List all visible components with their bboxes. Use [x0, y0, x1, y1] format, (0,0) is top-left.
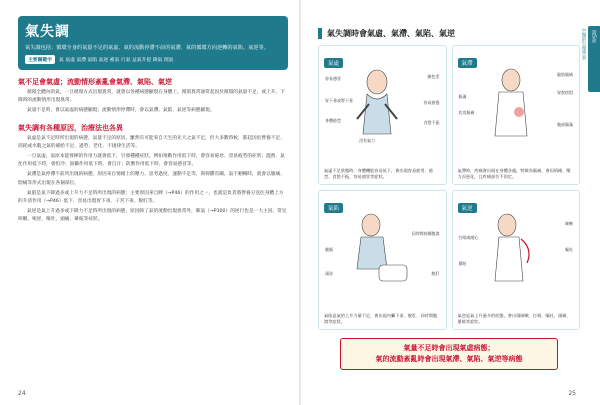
- paragraph: 氣滯是氣停滯不前所出現的病態，原因來自情緒上的壓力、思考過度、運動不足等，與抑鬱有關。氣不順暢時，就會以脹痛、悶痛等形式出現在各個部位。: [18, 172, 285, 186]
- panel-tag: 氣逆: [458, 203, 477, 213]
- panel-qi-deficiency: [318, 45, 447, 185]
- paragraph: 氣虛是氣不足時所出現的病態，氣量不足的原因，雖然有可能來自天生的先天之氣不足，但大多數時候，都起因於營養不足、消耗或水穀之氣的補給不足、過勞、老化、不規律生活等。: [18, 135, 285, 149]
- panel-caption: 氣虛不足狀態時，身體機能容易低下，會出現容易疲勞、倦怠、食慾不振、容易感冒等症狀。: [324, 168, 433, 179]
- summary-box: [340, 338, 558, 370]
- paragraph: 氣逆是氣上升過多或下降力不足時所出現的病態，原因除了氣的流動出現異常外，肺氣（→P100）的逆行也是一大主因。常見咳嗽、呃逆、嘔吐、頭痛、暈眩等症狀。: [18, 209, 287, 223]
- annotation: 脫肛: [431, 271, 440, 276]
- annotation: 乳房脹痛: [458, 110, 475, 115]
- annotation: 食慾不振: [423, 120, 440, 125]
- banner-title: 氣失調時會氣虛、氣滯、氣陷、氣逆: [327, 29, 455, 38]
- stagnation-person-illustration: [458, 64, 561, 146]
- summary-line-1: 氣量不足時會出現氣虛病態；: [403, 344, 495, 352]
- annotation: 容易疲倦: [423, 100, 440, 105]
- page-number-right: 25: [568, 390, 576, 397]
- annotation: 容易感冒: [325, 76, 341, 81]
- section-title: 氣失調: [25, 24, 70, 40]
- panel-qi-counterflow: [452, 190, 581, 330]
- annotation: 頭昏: [325, 271, 333, 276]
- annotation: 打嗝或噁心: [458, 235, 479, 240]
- tired-person-illustration: [327, 64, 427, 146]
- annotation: 胃脘痞悶: [557, 90, 573, 95]
- illustration-grid: [318, 45, 580, 330]
- annotation: 腹部脹滿: [557, 122, 573, 127]
- panel-tag: 氣虛: [324, 58, 343, 68]
- sinking-person-illustration: [327, 209, 427, 291]
- keywords-label: 主要關鍵字: [25, 55, 55, 64]
- summary-line-2: 氣的流動紊亂時會出現氣滯、氣陷、氣逆等病態: [375, 355, 523, 363]
- panel-caption: 氣陷是氣的上升力量不足，會出現內臟下垂、脫肛、長時間腹瀉等症狀。: [324, 313, 438, 324]
- keywords-row: [25, 55, 281, 64]
- chapter-side-text: 中醫的生理學說: [581, 28, 586, 60]
- section-header: [18, 16, 288, 70]
- subhead-1: 氣不足會氣虛；流動情形紊亂會氣滯、氣陷、氣逆: [18, 78, 172, 86]
- annotation: 沒有氣力: [359, 138, 375, 143]
- annotation: 腹脹: [325, 247, 333, 252]
- annotation: 咳嗽: [565, 221, 573, 226]
- keywords-values: 氣 氣虛 氣滯 氣陷 氣逆 補氣 行氣 益氣升提 降氣 理氣: [59, 58, 174, 63]
- paragraph: 循環全體內的氣，一旦循環方式出現異常，就會以各種病態顯現在身體上。循環異常通常起因於循環的氣量不足，或上升、下降時的流動情形出現異常。: [18, 90, 285, 104]
- paragraph: 一旦氣虛，氣原本能發揮的作用力就會低下，引發種種症狀。例如推動作用低下時，會容易倦怠、容易疲勞的症狀；溫煦、氣化作用低下時，會怕冷；固攝作用低下時，會自汗；防禦作用低下時，會容易感冒等。: [18, 154, 285, 168]
- panel-qi-stagnation: [452, 45, 581, 185]
- panel-tag: 氣陷: [324, 203, 343, 213]
- paragraph: 氣陷是氣下降過多或上升力不足時所出現的病態；主要原因來自脾（→P46）的作用之一，也就是負責將營養分送往身體上方的升清作用（→P46）低下，容易出現胃下垂、子宮下垂、脫肛等。: [18, 190, 284, 205]
- panel-tag: 氣滯: [458, 58, 477, 68]
- panel-caption: 氣逆是氣上升過多的狀態，會出現咳嗽、打嗝、嘔吐、頭痛、暈眩等症狀。: [457, 313, 571, 324]
- annotation: 暈眩: [458, 261, 467, 266]
- counterflow-person-illustration: [458, 209, 561, 291]
- annotation: 胃下垂或腎下垂: [325, 98, 353, 103]
- annotation: 臉色差: [427, 74, 440, 79]
- right-page: [300, 0, 600, 405]
- chapter-tab: 第5章: [588, 26, 600, 92]
- annotation: 身體倦怠: [325, 118, 341, 123]
- subhead-2: 氣失調有各種原因，治療法也各異: [18, 123, 123, 132]
- annotation: 長時間持續腹瀉: [411, 231, 440, 236]
- annotation: 脇肋脹痛: [557, 72, 573, 77]
- section-intro: 氣失調包括：循環全身的氣量不足的氣虛、氣的流動停滯不前的氣滯、氣的循環方向逆轉的氣陷、氣逆等。: [25, 45, 269, 51]
- page-number-left: 24: [18, 390, 26, 397]
- panel-caption: 氣滯時，疼痛會出現在身體各處，特徵為脹痛，會因情緒、壓力而惡化，且疼痛部位不固定。: [457, 168, 571, 179]
- paragraph: 氣量不足時，會以氣虛的病態顯現；流動情形停滯時，會以氣滯、氣陷、氣逆等病態顯現。: [27, 108, 215, 114]
- annotation: 脹滿: [458, 94, 467, 99]
- panel-qi-sinking: [318, 190, 447, 330]
- annotation: 嘔吐: [565, 247, 573, 252]
- illustration-banner: [318, 28, 580, 39]
